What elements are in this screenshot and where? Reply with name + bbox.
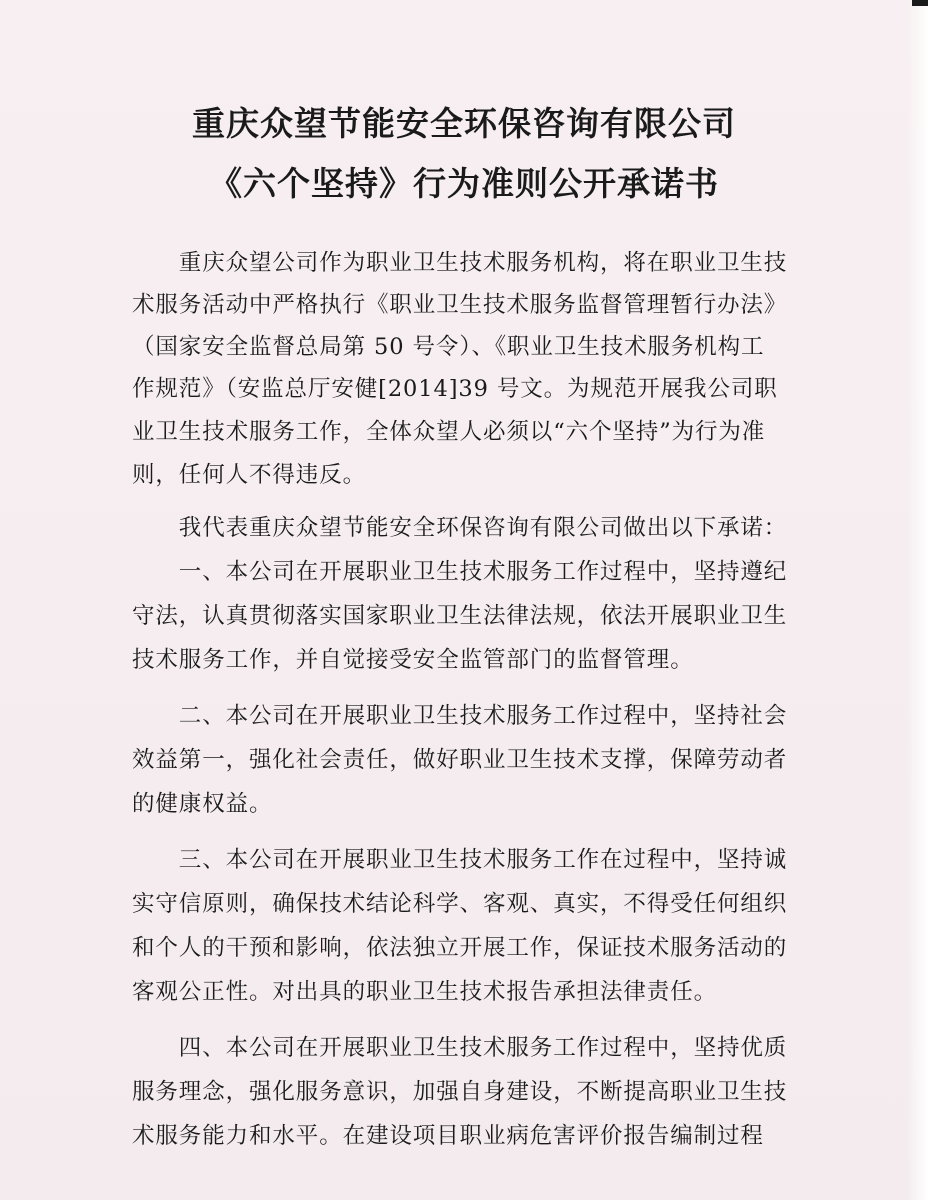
scan-corner-mark	[912, 0, 928, 6]
body-line: 一、本公司在开展职业卫生技术服务工作过程中，坚持遵纪	[132, 559, 788, 585]
body-line: 术服务活动中严格执行《职业卫生技术服务监督管理暂行办法》	[132, 292, 788, 318]
body-line: 则，任何人不得违反。	[132, 462, 367, 488]
body-line: 的健康权益。	[132, 791, 273, 817]
body-line: 术服务能力和水平。在建设项目职业病危害评价报告编制过程	[132, 1123, 764, 1149]
body-line: 客观公正性。对出具的职业卫生技术报告承担法律责任。	[132, 979, 718, 1005]
body-line: （国家安全监督总局第 50 号令）、《职业卫生技术服务机构工	[132, 334, 765, 360]
body-line: 服务理念，强化服务意识，加强自身建设，不断提高职业卫生技	[132, 1079, 788, 1105]
body-line: 作规范》（安监总厅安健[2014]39 号文。为规范开展我公司职	[132, 376, 778, 402]
document-title-line-1: 重庆众望节能安全环保咨询有限公司	[192, 104, 736, 143]
body-line: 和个人的干预和影响，依法独立开展工作，保证技术服务活动的	[132, 935, 788, 961]
body-line: 守法，认真贯彻落实国家职业卫生法律法规，依法开展职业卫生	[132, 603, 788, 629]
body-line: 我代表重庆众望节能安全环保咨询有限公司做出以下承诺：	[132, 515, 788, 541]
body-line: 三、本公司在开展职业卫生技术服务工作在过程中，坚持诚	[132, 847, 788, 873]
body-line: 实守信原则，确保技术结论科学、客观、真实，不得受任何组织	[132, 891, 788, 917]
document-title-line-2: 《六个坚持》行为准则公开承诺书	[209, 164, 719, 203]
body-line: 技术服务工作，并自觉接受安全监管部门的监督管理。	[132, 647, 694, 673]
body-line: 业卫生技术服务工作，全体众望人必须以“六个坚持”为行为准	[132, 419, 766, 445]
body-line: 重庆众望公司作为职业卫生技术服务机构，将在职业卫生技	[132, 250, 788, 276]
body-line: 效益第一，强化社会责任，做好职业卫生技术支撑，保障劳动者	[132, 747, 788, 773]
body-line: 四、本公司在开展职业卫生技术服务工作过程中，坚持优质	[132, 1035, 788, 1061]
body-line: 二、本公司在开展职业卫生技术服务工作过程中，坚持社会	[132, 703, 788, 729]
